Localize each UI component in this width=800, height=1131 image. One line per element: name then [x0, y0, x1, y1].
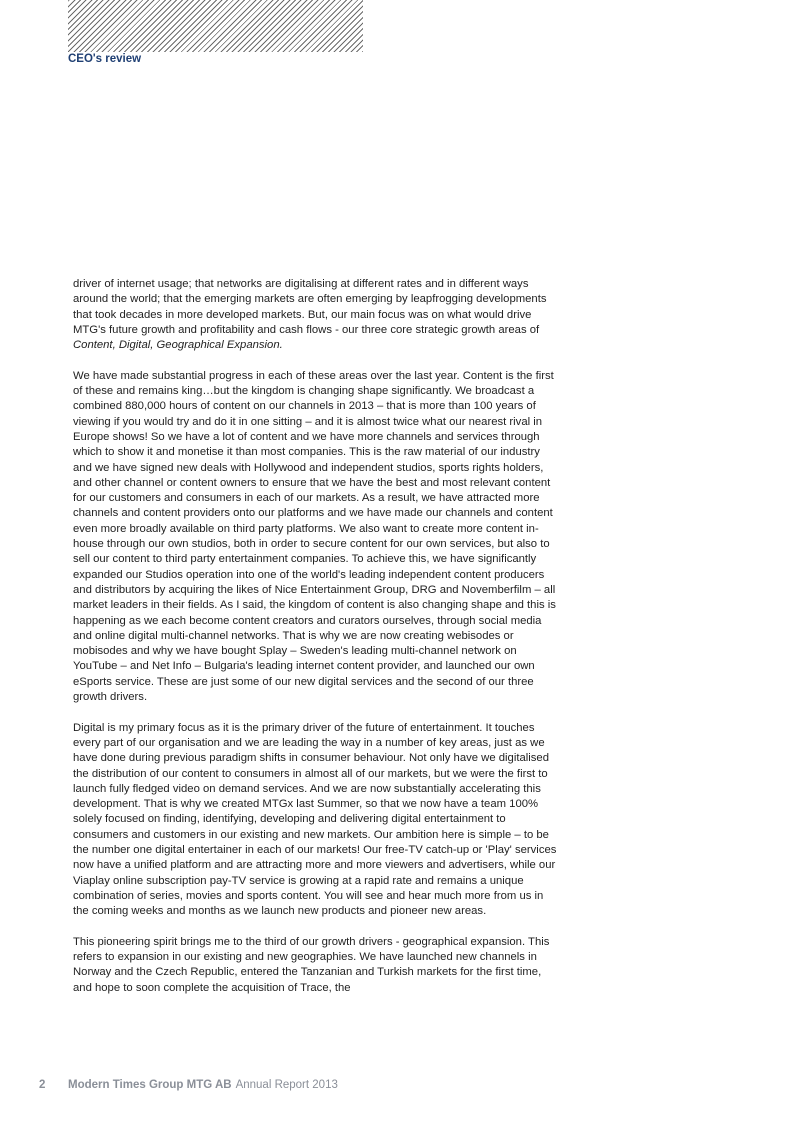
paragraph-3: Digital is my primary focus as it is the primary driver of the future of entertainment. It touches every part of our organisation and we are leading the way in a number of key areas, just as we have done during previous paradigm shifts in consumer behaviour. Not only have we digitalised the distribution of our content to consumers in almost all of our markets, but we were the first to launch fully fledged video on demand services. And we are now substantially accelerating this development. That is why we created MTGx last Summer, so that we now have a team 100% solely focused on finding, identifying, developing and delivering digital entertainment to consumers and customers in our existing and new markets. Our ambition here is simple – to be the number one digital entertainer in each of our markets! Our free-TV catch-up or 'Play' services now have a unified platform and are attracting more and more viewers and advertisers, while our Viaplay online subscription pay-TV service is growing at a rapid rate and remains a unique combination of series, movies and sports content. You will see and hear much more from us in the coming weeks and months as we launch new products and pioneer new areas.: [73, 721, 557, 918]
growth-areas-italic: Content, Digital, Geographical Expansion.: [73, 339, 283, 352]
section-title: CEO's review: [68, 53, 142, 65]
body-text: [73, 277, 559, 996]
paragraph-4: This pioneering spirit brings me to the third of our growth drivers - geographical expansion. This refers to expansion in our existing and new geographies. We have launched new channels in Norway and the Czech Republic, entered the Tanzanian and Turkish markets for the first time, and hope to soon complete the acquisition of Trace, the: [73, 935, 550, 994]
page-footer: [39, 1079, 338, 1091]
footer-company: Modern Times Group MTG AB: [68, 1079, 232, 1091]
paragraph-1: [73, 277, 559, 353]
footer-report-title: Annual Report 2013: [235, 1079, 338, 1091]
paragraph-2: We have made substantial progress in each of these areas over the last year. Content is the first of these and remains king…but the kingdom is changing shape significantly. We broadcast a combined 880,000 hours of content on our channels in 2013 – that is more than 100 years of viewing if you would try and do it in one sitting – and it is almost twice what our nearest rival in Europe shows! So we have a lot of content and we have more channels and services through which to show it and monetise it than most companies. This is the raw material of our industry and we have signed new deals with Hollywood and independent studios, sports rights holders, and other channel or content owners to ensure that we have the best and most relevant content for our customers and consumers in each of our markets. As a result, we have attracted more channels and content providers onto our platforms and we have made our channels and content even more broadly available on third party platforms. We also want to create more content in-house through our own studios, both in order to secure content for our own services, but also to sell our content to third party entertainment companies. To achieve this, we have significantly expanded our Studios operation into one of the world's leading independent content producers and distributors by acquiring the likes of Nice Entertainment Group, DRG and Novemberfilm – all market leaders in their fields. As I said, the kingdom of content is also changing shape and this is happening as we each become content creators and curators ourselves, through social media and online digital multi-channel networks. That is why we are now creating webisodes or mobisodes and why we have bought Splay – Sweden's leading multi-channel network on YouTube – and Net Info – Bulgaria's leading internet content provider, and launched our own eSports service. These are just some of our new digital services and the second of our three growth drivers.: [73, 369, 556, 704]
header-hatch-pattern: [68, 0, 363, 52]
paragraph-1-text: driver of internet usage; that networks are digitalising at different rates and in different ways around the world; that the emerging markets are often emerging by leapfrogging developments that took decades in more developed markets. But, our main focus was on what would drive MTG's future growth and profitability and cash flows - our three core strategic growth areas of: [73, 278, 547, 336]
page-number: 2: [39, 1079, 46, 1091]
